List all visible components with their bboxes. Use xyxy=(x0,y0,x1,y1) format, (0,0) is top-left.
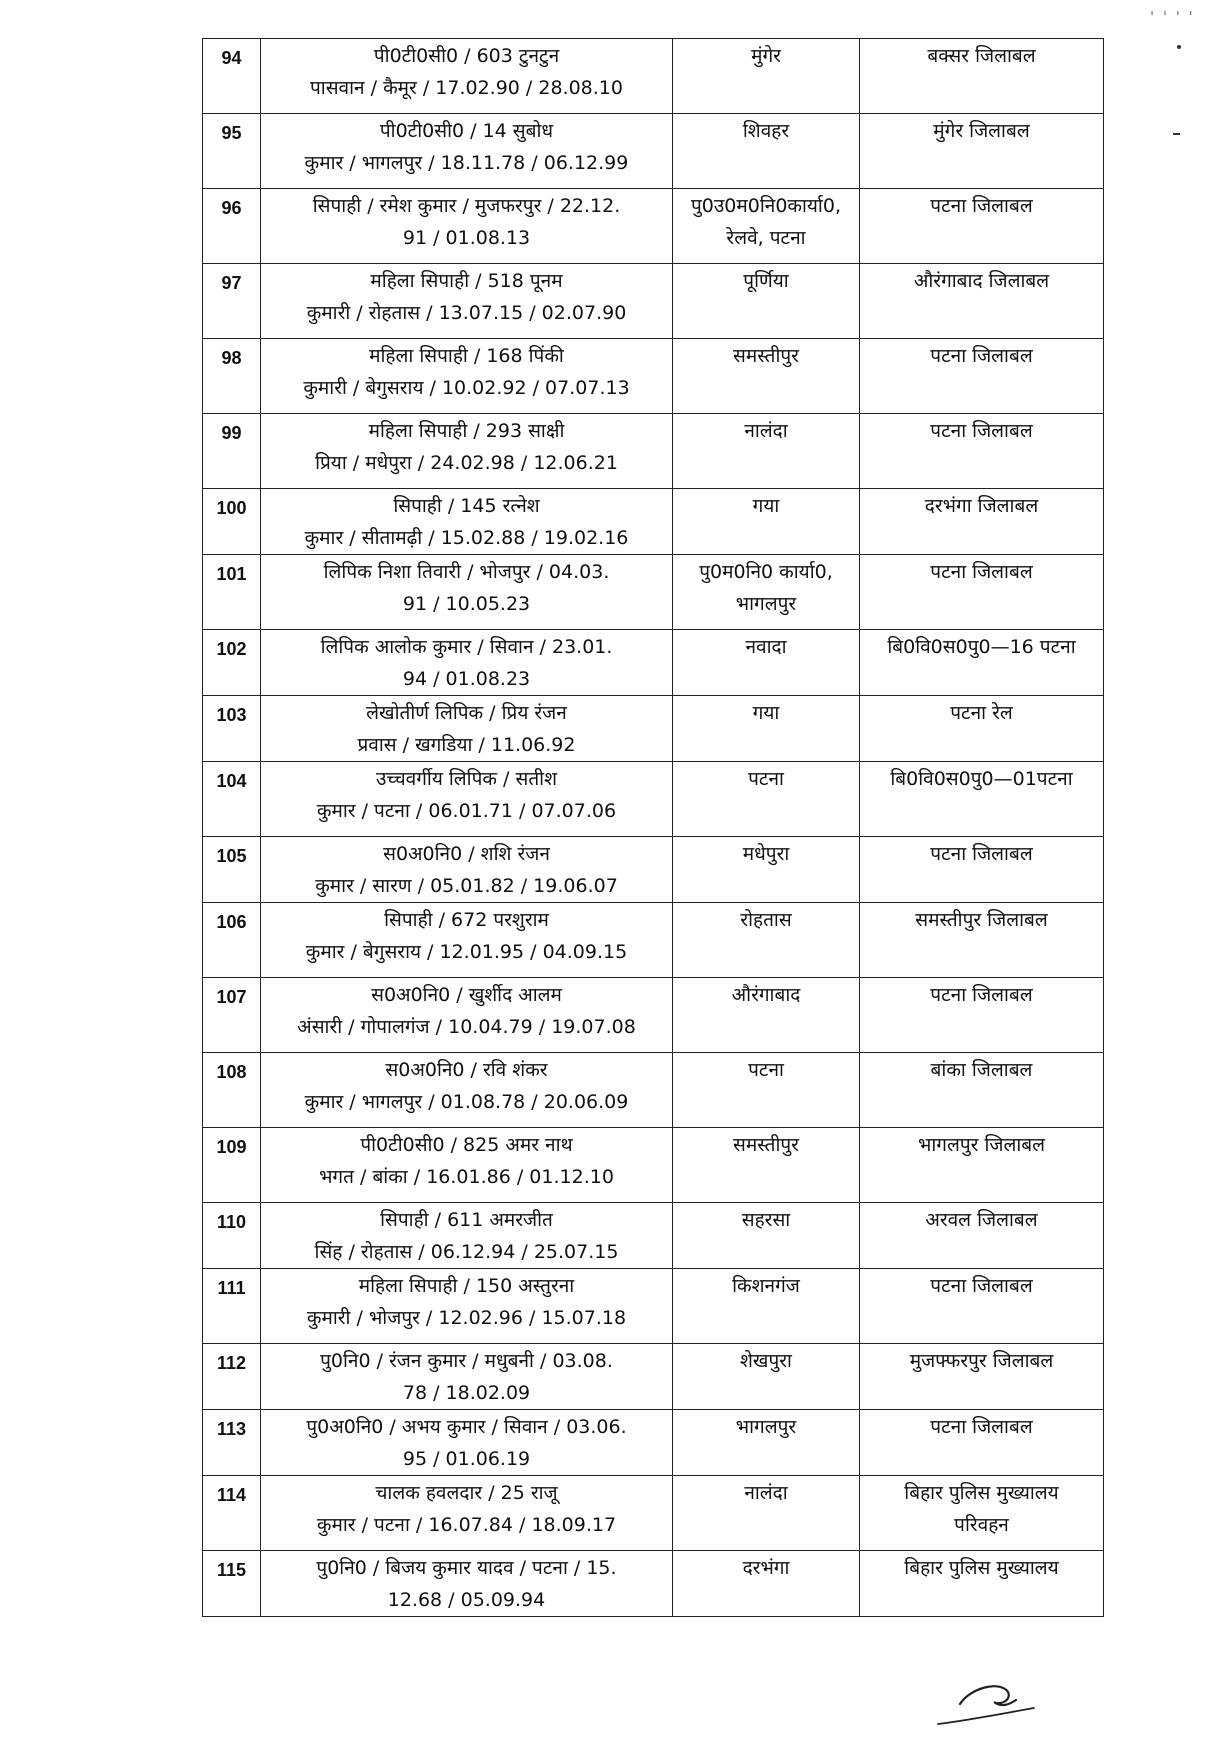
table-row xyxy=(203,1053,1104,1128)
margin-dash xyxy=(1173,133,1180,135)
employee-detail-line: पासवान / कैमूर / 17.02.90 / 28.08.10 xyxy=(310,77,623,99)
from-location-cell xyxy=(673,1410,860,1476)
table-row xyxy=(203,114,1104,189)
serial-number: 107 xyxy=(203,978,261,1053)
table-row xyxy=(203,1476,1104,1551)
to-location-line: भागलपुर जिलाबल xyxy=(917,1134,1045,1156)
serial-number: 110 xyxy=(203,1203,261,1269)
serial-number: 97 xyxy=(203,264,261,339)
from-location-cell xyxy=(673,1269,860,1344)
to-location-line: पटना जिलाबल xyxy=(930,984,1033,1006)
employee-detail-cell xyxy=(261,189,673,264)
table-row xyxy=(203,1551,1104,1617)
serial-number: 112 xyxy=(203,1344,261,1410)
employee-detail-line: पु0नि0 / रंजन कुमार / मधुबनी / 03.08. xyxy=(320,1350,613,1372)
serial-number: 104 xyxy=(203,762,261,837)
to-location-line: पटना जिलाबल xyxy=(930,1416,1033,1438)
from-location-cell xyxy=(673,189,860,264)
from-location-line: शिवहर xyxy=(742,120,790,142)
to-location-cell xyxy=(860,114,1104,189)
from-location-cell xyxy=(673,762,860,837)
table-row xyxy=(203,414,1104,489)
serial-number: 106 xyxy=(203,903,261,978)
table-row xyxy=(203,837,1104,903)
table-row xyxy=(203,339,1104,414)
serial-number: 108 xyxy=(203,1053,261,1128)
from-location-cell xyxy=(673,555,860,630)
from-location-cell xyxy=(673,1203,860,1269)
from-location-line: औरंगाबाद xyxy=(731,984,801,1006)
table-row xyxy=(203,189,1104,264)
employee-detail-line: कुमार / पटना / 16.07.84 / 18.09.17 xyxy=(316,1514,617,1536)
to-location-cell xyxy=(860,189,1104,264)
employee-detail-line: कुमार / भागलपुर / 18.11.78 / 06.12.99 xyxy=(304,152,629,174)
employee-detail-line: चालक हवलदार / 25 राजू xyxy=(375,1482,558,1504)
employee-detail-cell xyxy=(261,264,673,339)
employee-detail-cell xyxy=(261,1203,673,1269)
employee-detail-cell xyxy=(261,630,673,696)
to-location-cell xyxy=(860,1551,1104,1617)
employee-detail-line: कुमार / सारण / 05.01.82 / 19.06.07 xyxy=(315,875,618,897)
employee-detail-line: स0अ0नि0 / शशि रंजन xyxy=(383,843,550,865)
table-row xyxy=(203,1410,1104,1476)
from-location-line: भागलपुर xyxy=(735,593,797,615)
from-location-line: पूर्णिया xyxy=(743,270,789,292)
employee-detail-cell xyxy=(261,696,673,762)
serial-number: 96 xyxy=(203,189,261,264)
from-location-line: शेखपुरा xyxy=(740,1350,792,1372)
to-location-cell xyxy=(860,978,1104,1053)
employee-detail-cell xyxy=(261,489,673,555)
employee-detail-line: महिला सिपाही / 518 पूनम xyxy=(370,270,563,292)
from-location-line: नालंदा xyxy=(744,420,788,442)
employee-detail-cell xyxy=(261,1344,673,1410)
from-location-line: भागलपुर xyxy=(735,1416,797,1438)
to-location-line: पटना जिलाबल xyxy=(930,1275,1033,1297)
to-location-cell xyxy=(860,1053,1104,1128)
serial-number: 98 xyxy=(203,339,261,414)
from-location-line: मधेपुरा xyxy=(742,843,790,865)
from-location-cell xyxy=(673,1476,860,1551)
to-location-cell xyxy=(860,1344,1104,1410)
to-location-line: परिवहन xyxy=(954,1514,1009,1536)
employee-detail-cell xyxy=(261,1053,673,1128)
employee-detail-line: पु0नि0 / बिजय कुमार यादव / पटना / 15. xyxy=(316,1557,617,1579)
employee-detail-line: महिला सिपाही / 293 साक्षी xyxy=(368,420,565,442)
employee-detail-line: पी0टी0सी0 / 14 सुबोध xyxy=(379,120,554,142)
serial-number: 113 xyxy=(203,1410,261,1476)
to-location-line: पटना जिलाबल xyxy=(930,420,1033,442)
table-row xyxy=(203,39,1104,114)
from-location-line: गया xyxy=(752,702,780,724)
to-location-cell xyxy=(860,1476,1104,1551)
employee-detail-line: 95 / 01.06.19 xyxy=(402,1448,531,1470)
from-location-cell xyxy=(673,1053,860,1128)
from-location-cell xyxy=(673,1344,860,1410)
employee-detail-line: प्रिया / मधेपुरा / 24.02.98 / 12.06.21 xyxy=(315,452,618,474)
table-row xyxy=(203,264,1104,339)
employee-detail-cell xyxy=(261,1410,673,1476)
to-location-line: पटना जिलाबल xyxy=(930,195,1033,217)
to-location-cell xyxy=(860,696,1104,762)
employee-detail-line: 12.68 / 05.09.94 xyxy=(387,1589,546,1611)
to-location-line: अरवल जिलाबल xyxy=(925,1209,1038,1231)
serial-number: 109 xyxy=(203,1128,261,1203)
employee-detail-cell xyxy=(261,1128,673,1203)
employee-detail-cell xyxy=(261,39,673,114)
from-location-cell xyxy=(673,114,860,189)
from-location-line: सहरसा xyxy=(741,1209,791,1231)
from-location-line: समस्तीपुर xyxy=(733,345,799,367)
employee-detail-cell xyxy=(261,978,673,1053)
employee-detail-line: सिपाही / रमेश कुमार / मुजफरपुर / 22.12. xyxy=(312,195,621,217)
from-location-cell xyxy=(673,837,860,903)
from-location-cell xyxy=(673,630,860,696)
employee-detail-cell xyxy=(261,1269,673,1344)
from-location-line: नवादा xyxy=(745,636,787,658)
serial-number: 102 xyxy=(203,630,261,696)
employee-detail-line: कुमारी / रोहतास / 13.07.15 / 02.07.90 xyxy=(306,302,627,324)
from-location-cell xyxy=(673,339,860,414)
serial-number: 103 xyxy=(203,696,261,762)
to-location-cell xyxy=(860,1269,1104,1344)
from-location-cell xyxy=(673,1128,860,1203)
to-location-line: मुंगेर जिलाबल xyxy=(933,120,1030,142)
employee-detail-cell xyxy=(261,1476,673,1551)
to-location-line: औरंगाबाद जिलाबल xyxy=(913,270,1050,292)
table-row xyxy=(203,762,1104,837)
from-location-cell xyxy=(673,414,860,489)
from-location-cell xyxy=(673,696,860,762)
transfer-table xyxy=(202,38,1104,1617)
employee-detail-line: महिला सिपाही / 150 अस्तुरना xyxy=(358,1275,575,1297)
serial-number: 94 xyxy=(203,39,261,114)
to-location-cell xyxy=(860,489,1104,555)
table-row xyxy=(203,1128,1104,1203)
employee-detail-line: महिला सिपाही / 168 पिंकी xyxy=(369,345,564,367)
employee-detail-line: कुमार / बेगुसराय / 12.01.95 / 04.09.15 xyxy=(305,941,628,963)
employee-detail-cell xyxy=(261,555,673,630)
to-location-line: दरभंगा जिलाबल xyxy=(924,495,1039,517)
employee-detail-line: लिपिक आलोक कुमार / सिवान / 23.01. xyxy=(320,636,613,658)
to-location-line: बिहार पुलिस मुख्यालय xyxy=(904,1557,1059,1579)
to-location-cell xyxy=(860,264,1104,339)
serial-number: 99 xyxy=(203,414,261,489)
employee-detail-cell xyxy=(261,414,673,489)
employee-detail-line: कुमार / पटना / 06.01.71 / 07.07.06 xyxy=(316,800,617,822)
employee-detail-line: सिपाही / 611 अमरजीत xyxy=(380,1209,553,1231)
to-location-line: बांका जिलाबल xyxy=(930,1059,1033,1081)
employee-detail-line: सिपाही / 672 परशुराम xyxy=(384,909,549,931)
table-row xyxy=(203,1344,1104,1410)
employee-detail-line: कुमार / भागलपुर / 01.08.78 / 20.06.09 xyxy=(304,1091,629,1113)
to-location-line: पटना जिलाबल xyxy=(930,843,1033,865)
table-row xyxy=(203,630,1104,696)
employee-detail-line: लेखोतीर्ण लिपिक / प्रिय रंजन xyxy=(366,702,567,724)
employee-detail-cell xyxy=(261,114,673,189)
employee-detail-line: सिंह / रोहतास / 06.12.94 / 25.07.15 xyxy=(314,1241,619,1263)
to-location-cell xyxy=(860,555,1104,630)
from-location-line: पु0उ0म0नि0कार्या0, xyxy=(691,195,841,217)
employee-detail-line: स0अ0नि0 / खुर्शीद आलम xyxy=(371,984,562,1006)
table-row xyxy=(203,978,1104,1053)
employee-detail-line: कुमारी / भोजपुर / 12.02.96 / 15.07.18 xyxy=(306,1307,627,1329)
serial-number: 95 xyxy=(203,114,261,189)
to-location-cell xyxy=(860,630,1104,696)
from-location-line: पु0म0नि0 कार्या0, xyxy=(699,561,833,583)
serial-number: 100 xyxy=(203,489,261,555)
to-location-line: पटना जिलाबल xyxy=(930,561,1033,583)
employee-detail-cell xyxy=(261,762,673,837)
to-location-cell xyxy=(860,1203,1104,1269)
to-location-cell xyxy=(860,837,1104,903)
to-location-cell xyxy=(860,1128,1104,1203)
corner-mark: ' ' ' ' xyxy=(1150,8,1195,26)
from-location-line: पटना xyxy=(748,1059,784,1081)
to-location-line: बक्सर जिलाबल xyxy=(927,45,1036,67)
serial-number: 105 xyxy=(203,837,261,903)
from-location-line: मुंगेर xyxy=(751,45,781,67)
transfer-table-body xyxy=(203,39,1104,1617)
employee-detail-line: उच्चवर्गीय लिपिक / सतीश xyxy=(376,768,557,790)
table-row xyxy=(203,489,1104,555)
margin-dot xyxy=(1177,45,1181,49)
employee-detail-line: 94 / 01.08.23 xyxy=(402,668,531,690)
to-location-cell xyxy=(860,762,1104,837)
serial-number: 115 xyxy=(203,1551,261,1617)
employee-detail-cell xyxy=(261,1551,673,1617)
table-row xyxy=(203,1203,1104,1269)
employee-detail-cell xyxy=(261,339,673,414)
to-location-line: पटना रेल xyxy=(950,702,1013,724)
employee-detail-line: लिपिक निशा तिवारी / भोजपुर / 04.03. xyxy=(323,561,610,583)
to-location-line: बि0वि0स0पु0—01पटना xyxy=(890,768,1073,790)
employee-detail-line: सिपाही / 145 रत्नेश xyxy=(393,495,540,517)
to-location-line: समस्तीपुर जिलाबल xyxy=(915,909,1048,931)
employee-detail-line: पी0टी0सी0 / 603 टुनटुन xyxy=(373,45,560,67)
to-location-cell xyxy=(860,39,1104,114)
to-location-cell xyxy=(860,414,1104,489)
signature-icon xyxy=(930,1662,1050,1732)
from-location-cell xyxy=(673,978,860,1053)
employee-detail-line: पु0अ0नि0 / अभय कुमार / सिवान / 03.06. xyxy=(306,1416,627,1438)
employee-detail-line: 91 / 10.05.23 xyxy=(402,593,531,615)
serial-number: 101 xyxy=(203,555,261,630)
from-location-cell xyxy=(673,39,860,114)
employee-detail-cell xyxy=(261,903,673,978)
table-row xyxy=(203,555,1104,630)
employee-detail-line: स0अ0नि0 / रवि शंकर xyxy=(385,1059,548,1081)
from-location-cell xyxy=(673,903,860,978)
from-location-line: नालंदा xyxy=(744,1482,788,1504)
table-row xyxy=(203,903,1104,978)
to-location-line: मुजफ्फरपुर जिलाबल xyxy=(909,1350,1054,1372)
transfer-list-page xyxy=(202,38,1103,1617)
from-location-line: किशनगंज xyxy=(732,1275,800,1297)
to-location-cell xyxy=(860,1410,1104,1476)
employee-detail-line: 78 / 18.02.09 xyxy=(402,1382,531,1404)
table-row xyxy=(203,696,1104,762)
from-location-cell xyxy=(673,489,860,555)
employee-detail-cell xyxy=(261,837,673,903)
employee-detail-line: 91 / 01.08.13 xyxy=(402,227,531,249)
to-location-cell xyxy=(860,903,1104,978)
from-location-line: समस्तीपुर xyxy=(733,1134,799,1156)
serial-number: 111 xyxy=(203,1269,261,1344)
table-row xyxy=(203,1269,1104,1344)
to-location-line: बि0वि0स0पु0—16 पटना xyxy=(887,636,1076,658)
from-location-line: गया xyxy=(752,495,780,517)
from-location-line: पटना xyxy=(748,768,784,790)
from-location-cell xyxy=(673,264,860,339)
from-location-line: रोहतास xyxy=(740,909,792,931)
employee-detail-line: कुमार / सीतामढ़ी / 15.02.88 / 19.02.16 xyxy=(304,527,629,549)
employee-detail-line: भगत / बांका / 16.01.86 / 01.12.10 xyxy=(319,1166,614,1188)
serial-number: 114 xyxy=(203,1476,261,1551)
employee-detail-line: अंसारी / गोपालगंज / 10.04.79 / 19.07.08 xyxy=(297,1016,636,1038)
from-location-cell xyxy=(673,1551,860,1617)
employee-detail-line: प्रवास / खगडिया / 11.06.92 xyxy=(357,734,576,756)
from-location-line: दरभंगा xyxy=(742,1557,790,1579)
employee-detail-line: कुमारी / बेगुसराय / 10.02.92 / 07.07.13 xyxy=(303,377,630,399)
employee-detail-line: पी0टी0सी0 / 825 अमर नाथ xyxy=(360,1134,573,1156)
to-location-line: पटना जिलाबल xyxy=(930,345,1033,367)
to-location-cell xyxy=(860,339,1104,414)
to-location-line: बिहार पुलिस मुख्यालय xyxy=(904,1482,1059,1504)
from-location-line: रेलवे, पटना xyxy=(726,227,806,249)
